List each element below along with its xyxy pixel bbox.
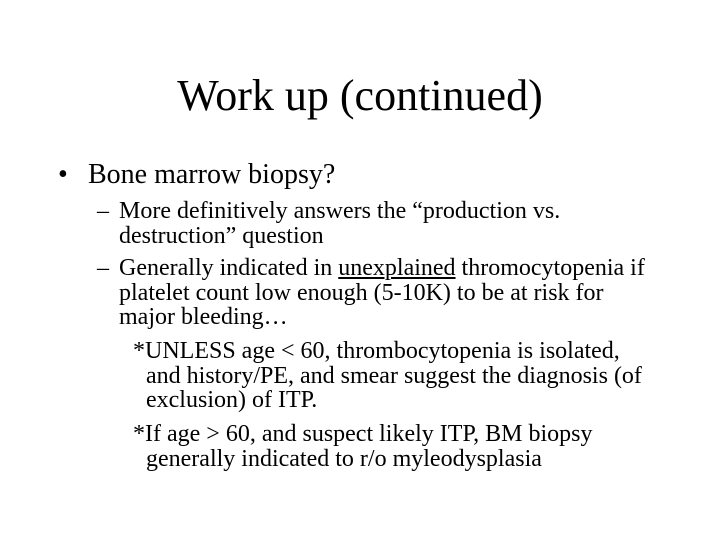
- bullet-text: Bone marrow biopsy?: [88, 159, 336, 190]
- note-line: *UNLESS age < 60, thrombocytopenia is isolated,: [133, 338, 620, 364]
- underlined-word-unexplained: unexplained: [338, 255, 456, 281]
- note-line: and history/PE, and smear suggest the diagnosis (of: [146, 362, 642, 389]
- note-unless-age: [133, 339, 642, 413]
- note-line: *If age > 60, and suspect likely ITP, BM biopsy: [133, 421, 593, 447]
- sub-bullet-marker: –: [97, 255, 109, 281]
- sub-bullet-text: [119, 199, 560, 248]
- sub-bullet-line-end: thromocytopenia if: [455, 255, 645, 281]
- slide-title: Work up (continued): [177, 71, 543, 120]
- sub-bullet-text: [119, 256, 645, 330]
- sub-bullet-line: major bleeding…: [119, 304, 288, 330]
- note-line: exclusion) of ITP.: [146, 387, 318, 413]
- sub-bullet-line: More definitively answers the “production vs.: [119, 198, 561, 224]
- sub-bullet-line: destruction” question: [119, 222, 324, 249]
- sub-bullet-line: [119, 256, 645, 281]
- note-line: generally indicated to r/o myleodysplasia: [146, 445, 542, 472]
- note-if-age: [133, 422, 592, 471]
- sub-bullet-marker: –: [97, 198, 109, 224]
- sub-bullet-line-start: Generally indicated in: [119, 255, 339, 281]
- sub-bullet-line: platelet count low enough (5-10K) to be at risk for: [119, 279, 604, 306]
- bullet-marker: •: [58, 159, 68, 190]
